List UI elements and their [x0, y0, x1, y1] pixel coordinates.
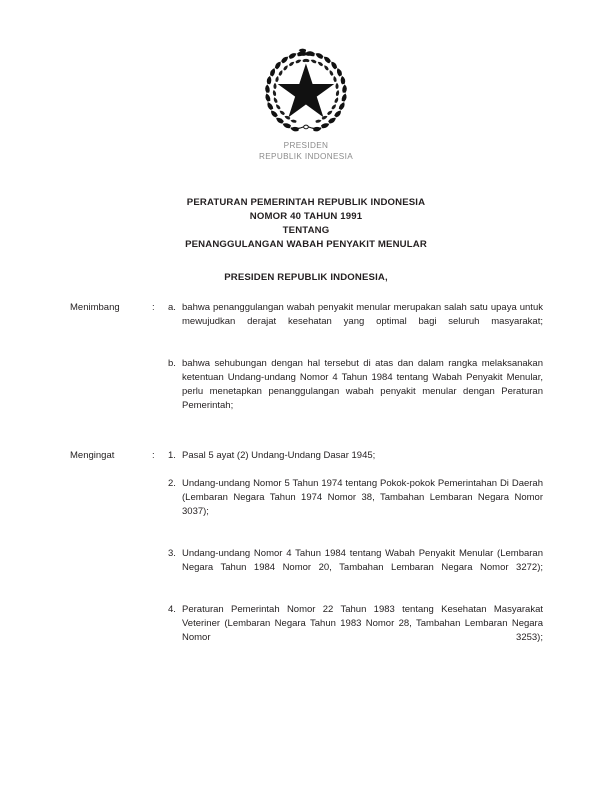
list-item: [168, 547, 543, 589]
clause-mengingat: [70, 449, 543, 659]
list-item: [168, 357, 543, 427]
title-line-tentang: TENTANG: [282, 225, 330, 236]
item-marker: 2.: [168, 478, 176, 489]
page-title: [0, 196, 612, 252]
item-marker: 1.: [168, 450, 176, 461]
item-text: bahwa sehubungan dengan hal tersebut di atas dan dalam rangka melaksanakan ketentuan Undang-undang Nomor 4 Tahun 1984 tentang Wabah Penyakit Menular, perlu menetapkan penanggulangan wabah penyakit menular dengan Peraturan Pemerintah;: [182, 358, 543, 411]
clause-menimbang: [70, 301, 543, 427]
letterhead-caption: [0, 141, 612, 162]
letterhead: [0, 46, 612, 162]
item-text: Peraturan Pemerintah Nomor 22 Tahun 1983 tentang Kesehatan Masyarakat Veteriner (Lembaran Negara Tahun 1983 Nomor 28, Tambahan Lembaran Negara Nomor 3253);: [182, 604, 543, 643]
list-item: [168, 603, 543, 659]
list-item: [168, 301, 543, 343]
item-marker: 4.: [168, 604, 176, 615]
title-line-number: NOMOR 40 TAHUN 1991: [249, 211, 363, 222]
clause-label-mengingat: Mengingat: [70, 450, 115, 461]
item-marker: b.: [168, 358, 176, 369]
letterhead-caption-line1: PRESIDEN: [283, 141, 329, 150]
list-item: [168, 449, 543, 463]
list-item: [168, 477, 543, 533]
item-text: Undang-undang Nomor 4 Tahun 1984 tentang Wabah Penyakit Menular (Lembaran Negara Tahun 1984 Nomor 20, Tambahan Lembaran Negara Nomor 3272);: [182, 548, 543, 573]
item-text: Undang-undang Nomor 5 Tahun 1974 tentang Pokok-pokok Pemerintahan Di Daerah (Lembaran Negara Tahun 1974 Nomor 38, Tambahan Lembaran Negara Nomor 3037);: [182, 478, 543, 517]
title-line-subject: PENANGGULANGAN WABAH PENYAKIT MENULAR: [185, 239, 427, 250]
item-marker: a.: [168, 302, 176, 313]
presidential-seal-icon: [260, 46, 352, 138]
enacting-authority: PRESIDEN REPUBLIK INDONESIA,: [224, 272, 388, 283]
title-line-regulation: PERATURAN PEMERINTAH REPUBLIK INDONESIA: [186, 197, 426, 208]
item-text: bahwa penanggulangan wabah penyakit menular merupakan salah satu upaya untuk mewujudkan derajat kesehatan yang optimal bagi seluruh masyarakat;: [182, 302, 543, 327]
clause-colon-mengingat: :: [152, 450, 155, 461]
item-marker: 3.: [168, 548, 176, 559]
clause-items-mengingat: [168, 449, 543, 659]
letterhead-caption-line2: REPUBLIK INDONESIA: [258, 151, 354, 161]
clause-items-menimbang: [168, 301, 543, 427]
item-text: Pasal 5 ayat (2) Undang-Undang Dasar 1945;: [182, 450, 376, 461]
clause-colon-menimbang: :: [152, 302, 155, 313]
clause-label-menimbang: Menimbang: [70, 302, 120, 313]
